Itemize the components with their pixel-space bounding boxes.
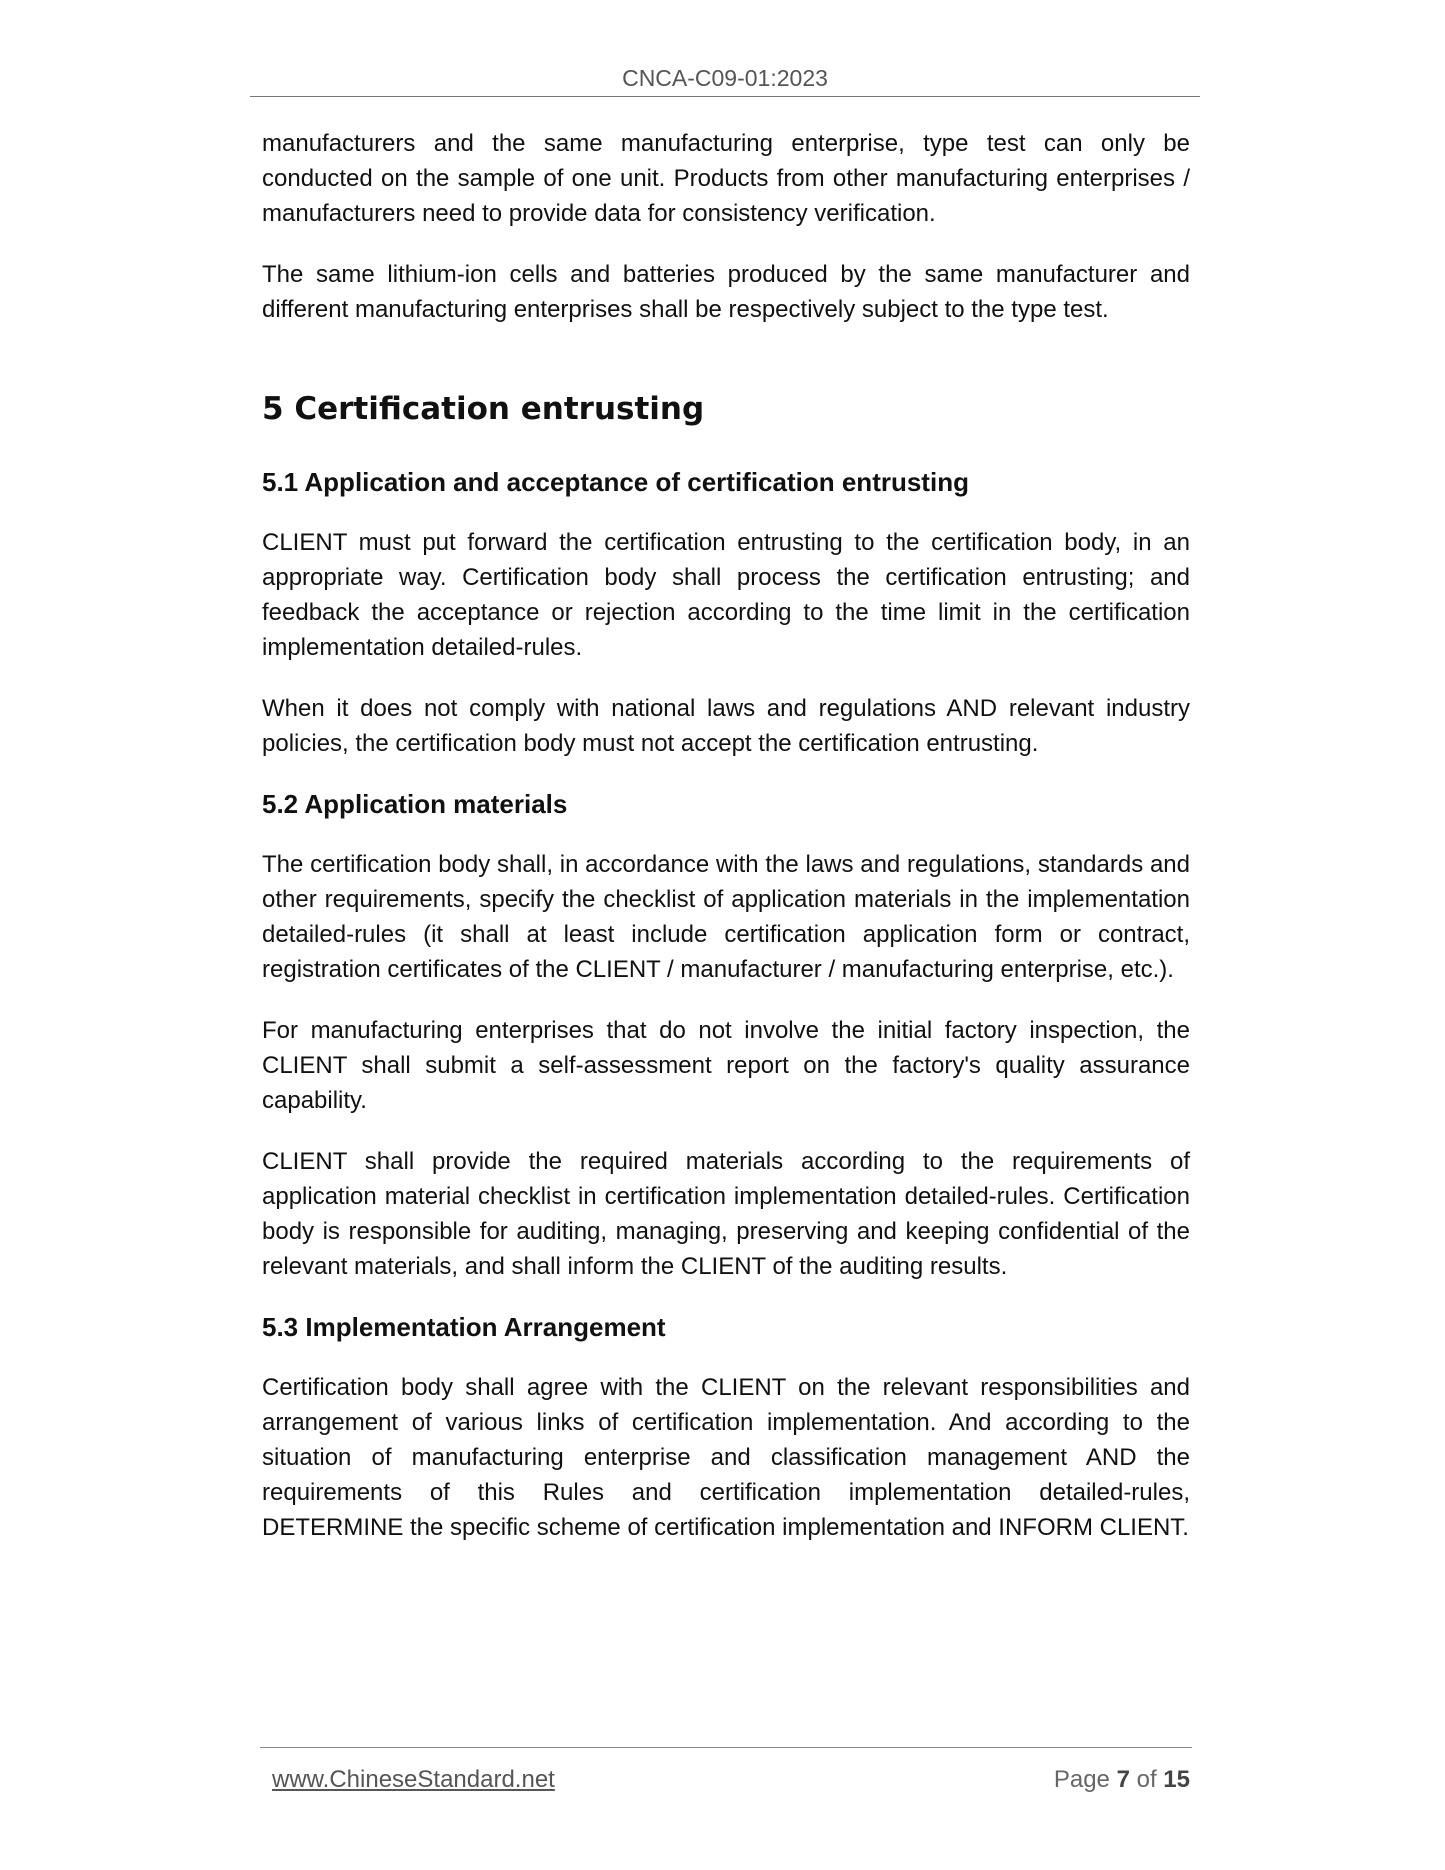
section-5-2-paragraph-3: CLIENT shall provide the required materials according to the requirements of application material checklist in certification implementation detailed-rules. Certification body is responsible for auditing, managing, preserving and keeping confidential of the relevant materials, and shall inform the CLIENT of the auditing results. xyxy=(262,1148,1190,1280)
section-5-1-title: 5.1 Application and acceptance of certification entrusting xyxy=(262,467,969,497)
intro-paragraph-2: The same lithium-ion cells and batteries produced by the same manufacturer and different manufacturing enterprises shall be respectively subject to the type test. xyxy=(262,261,1190,323)
page-content xyxy=(262,126,1190,1571)
current-page-number: 7 xyxy=(1116,1766,1130,1793)
footer-divider xyxy=(260,1747,1192,1748)
website-link[interactable]: www.ChineseStandard.net xyxy=(272,1766,555,1793)
section-5-3-title: 5.3 Implementation Arrangement xyxy=(262,1312,666,1342)
total-pages-number: 15 xyxy=(1163,1766,1190,1793)
section-5-title: 5 Certification entrusting xyxy=(262,391,705,427)
page-label: Page xyxy=(1053,1766,1110,1793)
page-number xyxy=(1054,1765,1190,1795)
document-code-header: CNCA-C09-01:2023 xyxy=(622,65,828,91)
of-label: of xyxy=(1136,1766,1157,1793)
intro-paragraph-1: manufacturers and the same manufacturing enterprise, type test can only be conducted on the sample of one unit. Products from other manufacturing enterprises / manufacturers need to provide data for consistency verification. xyxy=(262,130,1190,227)
section-5-1-paragraph-1: CLIENT must put forward the certification entrusting to the certification body, in an appropriate way. Certification body shall process the certification entrusting; and feedback the acceptance or rejection according to the time limit in the certification implementation detailed-rules. xyxy=(262,529,1190,661)
section-5-2-paragraph-1: The certification body shall, in accordance with the laws and regulations, standards and other requirements, specify the checklist of application materials in the implementation detailed-rules (it shall at least include certification application form or contract, registration certificates of the CLIENT / manufacturer / manufacturing enterprise, etc.). xyxy=(262,851,1190,983)
section-5-2-title: 5.2 Application materials xyxy=(262,789,568,819)
section-5-3-paragraph-1: Certification body shall agree with the CLIENT on the relevant responsibilities and arrangement of various links of certification implementation. And according to the situation of manufacturing enterprise and classification management AND the requirements of this Rules and certification implementation detailed-rules, DETERMINE the specific scheme of certification implementation and INFORM CLIENT. xyxy=(262,1374,1190,1541)
header-divider xyxy=(250,96,1200,97)
section-5-1-paragraph-2: When it does not comply with national laws and regulations AND relevant industry policies, the certification body must not accept the certification entrusting. xyxy=(262,695,1190,757)
section-5-2-paragraph-2: For manufacturing enterprises that do not involve the initial factory inspection, the CLIENT shall submit a self-assessment report on the factory's quality assurance capability. xyxy=(262,1017,1190,1114)
